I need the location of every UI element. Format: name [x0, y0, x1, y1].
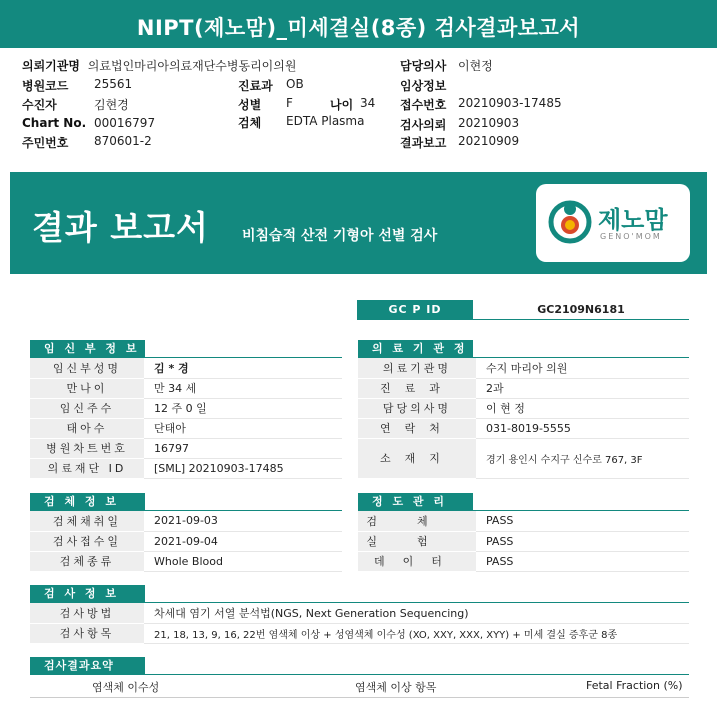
- table-row: 데이터 PASS: [358, 551, 689, 571]
- header-request: 검사의뢰 20210903: [400, 116, 520, 132]
- report-banner: [10, 172, 707, 274]
- header-doctor: 담당의사 이현정: [400, 59, 493, 73]
- header-rrn: 주민번호 870601-2: [22, 134, 152, 150]
- pregnancy-table: [30, 358, 342, 479]
- genomom-logo-icon: [548, 200, 592, 244]
- table-row: 실험 PASS: [358, 531, 689, 551]
- header-dept: 진료과 OB: [238, 77, 304, 93]
- header-patient: 수진자 김현경: [22, 98, 129, 112]
- table-row: 담당의사명 이 현 정: [358, 398, 689, 418]
- logo-brand-sub: GENO'MOM: [600, 232, 662, 241]
- summary-section-rule: [30, 674, 689, 675]
- specimen-section-title: 검 체 정 보: [30, 493, 145, 510]
- table-row: 검체 PASS: [358, 511, 689, 531]
- pregnancy-section-title: 임 신 부 정 보: [30, 340, 145, 357]
- table-row: 의료재단 ID [SML] 20210903-17485: [30, 458, 342, 478]
- header-chart-no: Chart No. 00016797: [22, 116, 156, 130]
- report-title: NIPT(제노맘)_미세결실(8종) 검사결과보고서: [136, 16, 581, 40]
- header-report-date: 결과보고 20210909: [400, 134, 520, 150]
- institution-section-title: 의 료 기 관 정: [358, 340, 473, 357]
- banner-title: 결과 보고서: [32, 208, 209, 247]
- test-section-title: 검 사 정 보: [30, 585, 145, 602]
- test-table: [30, 603, 689, 644]
- logo-brand: 제노맘: [598, 206, 668, 234]
- summary-col-fetal-fraction: Fetal Fraction (%): [586, 679, 683, 692]
- header-sex: 성별 F: [238, 96, 293, 112]
- header-receipt: 접수번호 20210903-17485: [400, 96, 562, 112]
- header-specimen: 검체 EDTA Plasma: [238, 114, 365, 130]
- header-clinical: 임상정보: [400, 79, 447, 93]
- summary-bottom-rule: [30, 697, 689, 698]
- specimen-table: [30, 511, 342, 572]
- genomom-logo: [536, 184, 690, 262]
- header-age: 나이 34: [330, 96, 376, 112]
- table-row: 연락처 031-8019-5555: [358, 418, 689, 438]
- qc-section-title: 정 도 관 리: [358, 493, 473, 510]
- header-institution: 의뢰기관명 의료법인마리아의료재단수병동리이의원: [22, 59, 297, 73]
- table-row: 임신주수 12 주 0 일: [30, 398, 342, 418]
- report-title-bar: [0, 0, 717, 48]
- gc-pid-value: GC2109N6181: [473, 300, 689, 320]
- header-hospital-code: 병원코드 25561: [22, 77, 133, 93]
- qc-table: [358, 511, 689, 572]
- gc-pid-label: GC P ID: [357, 300, 473, 320]
- table-row: 검체채취일 2021-09-03: [30, 511, 342, 531]
- table-row: 검체종류 Whole Blood: [30, 551, 342, 571]
- summary-col-aneuploidy: 염색체 이수성: [92, 681, 160, 694]
- table-row: 임신부성명 김 * 경: [30, 358, 342, 378]
- table-row: 병원차트번호 16797: [30, 438, 342, 458]
- summary-section-title: 검사결과요약: [30, 657, 145, 674]
- banner-subtitle: 비침습적 산전 기형아 선별 검사: [242, 228, 438, 244]
- summary-col-abnormal-items: 염색체 이상 항목: [355, 681, 437, 694]
- institution-table: [358, 358, 689, 479]
- table-row: 만나이 만 34 세: [30, 378, 342, 398]
- table-row: 검사방법 차세대 염기 서열 분석법(NGS, Next Generation Sequencing): [30, 603, 689, 623]
- table-row: 소재지 경기 용인시 수지구 신수로 767, 3F: [358, 438, 689, 478]
- table-row: 의료기관명 수지 마리아 의원: [358, 358, 689, 378]
- table-row: 진료과 2과: [358, 378, 689, 398]
- table-row: 검사항목 21, 18, 13, 9, 16, 22번 염색체 이상 + 성염색체 이수성 (XO, XXY, XXX, XYY) + 미세 결실 증후군 8종: [30, 623, 689, 643]
- table-row: 태아수 단태아: [30, 418, 342, 438]
- table-row: 검사접수일 2021-09-04: [30, 531, 342, 551]
